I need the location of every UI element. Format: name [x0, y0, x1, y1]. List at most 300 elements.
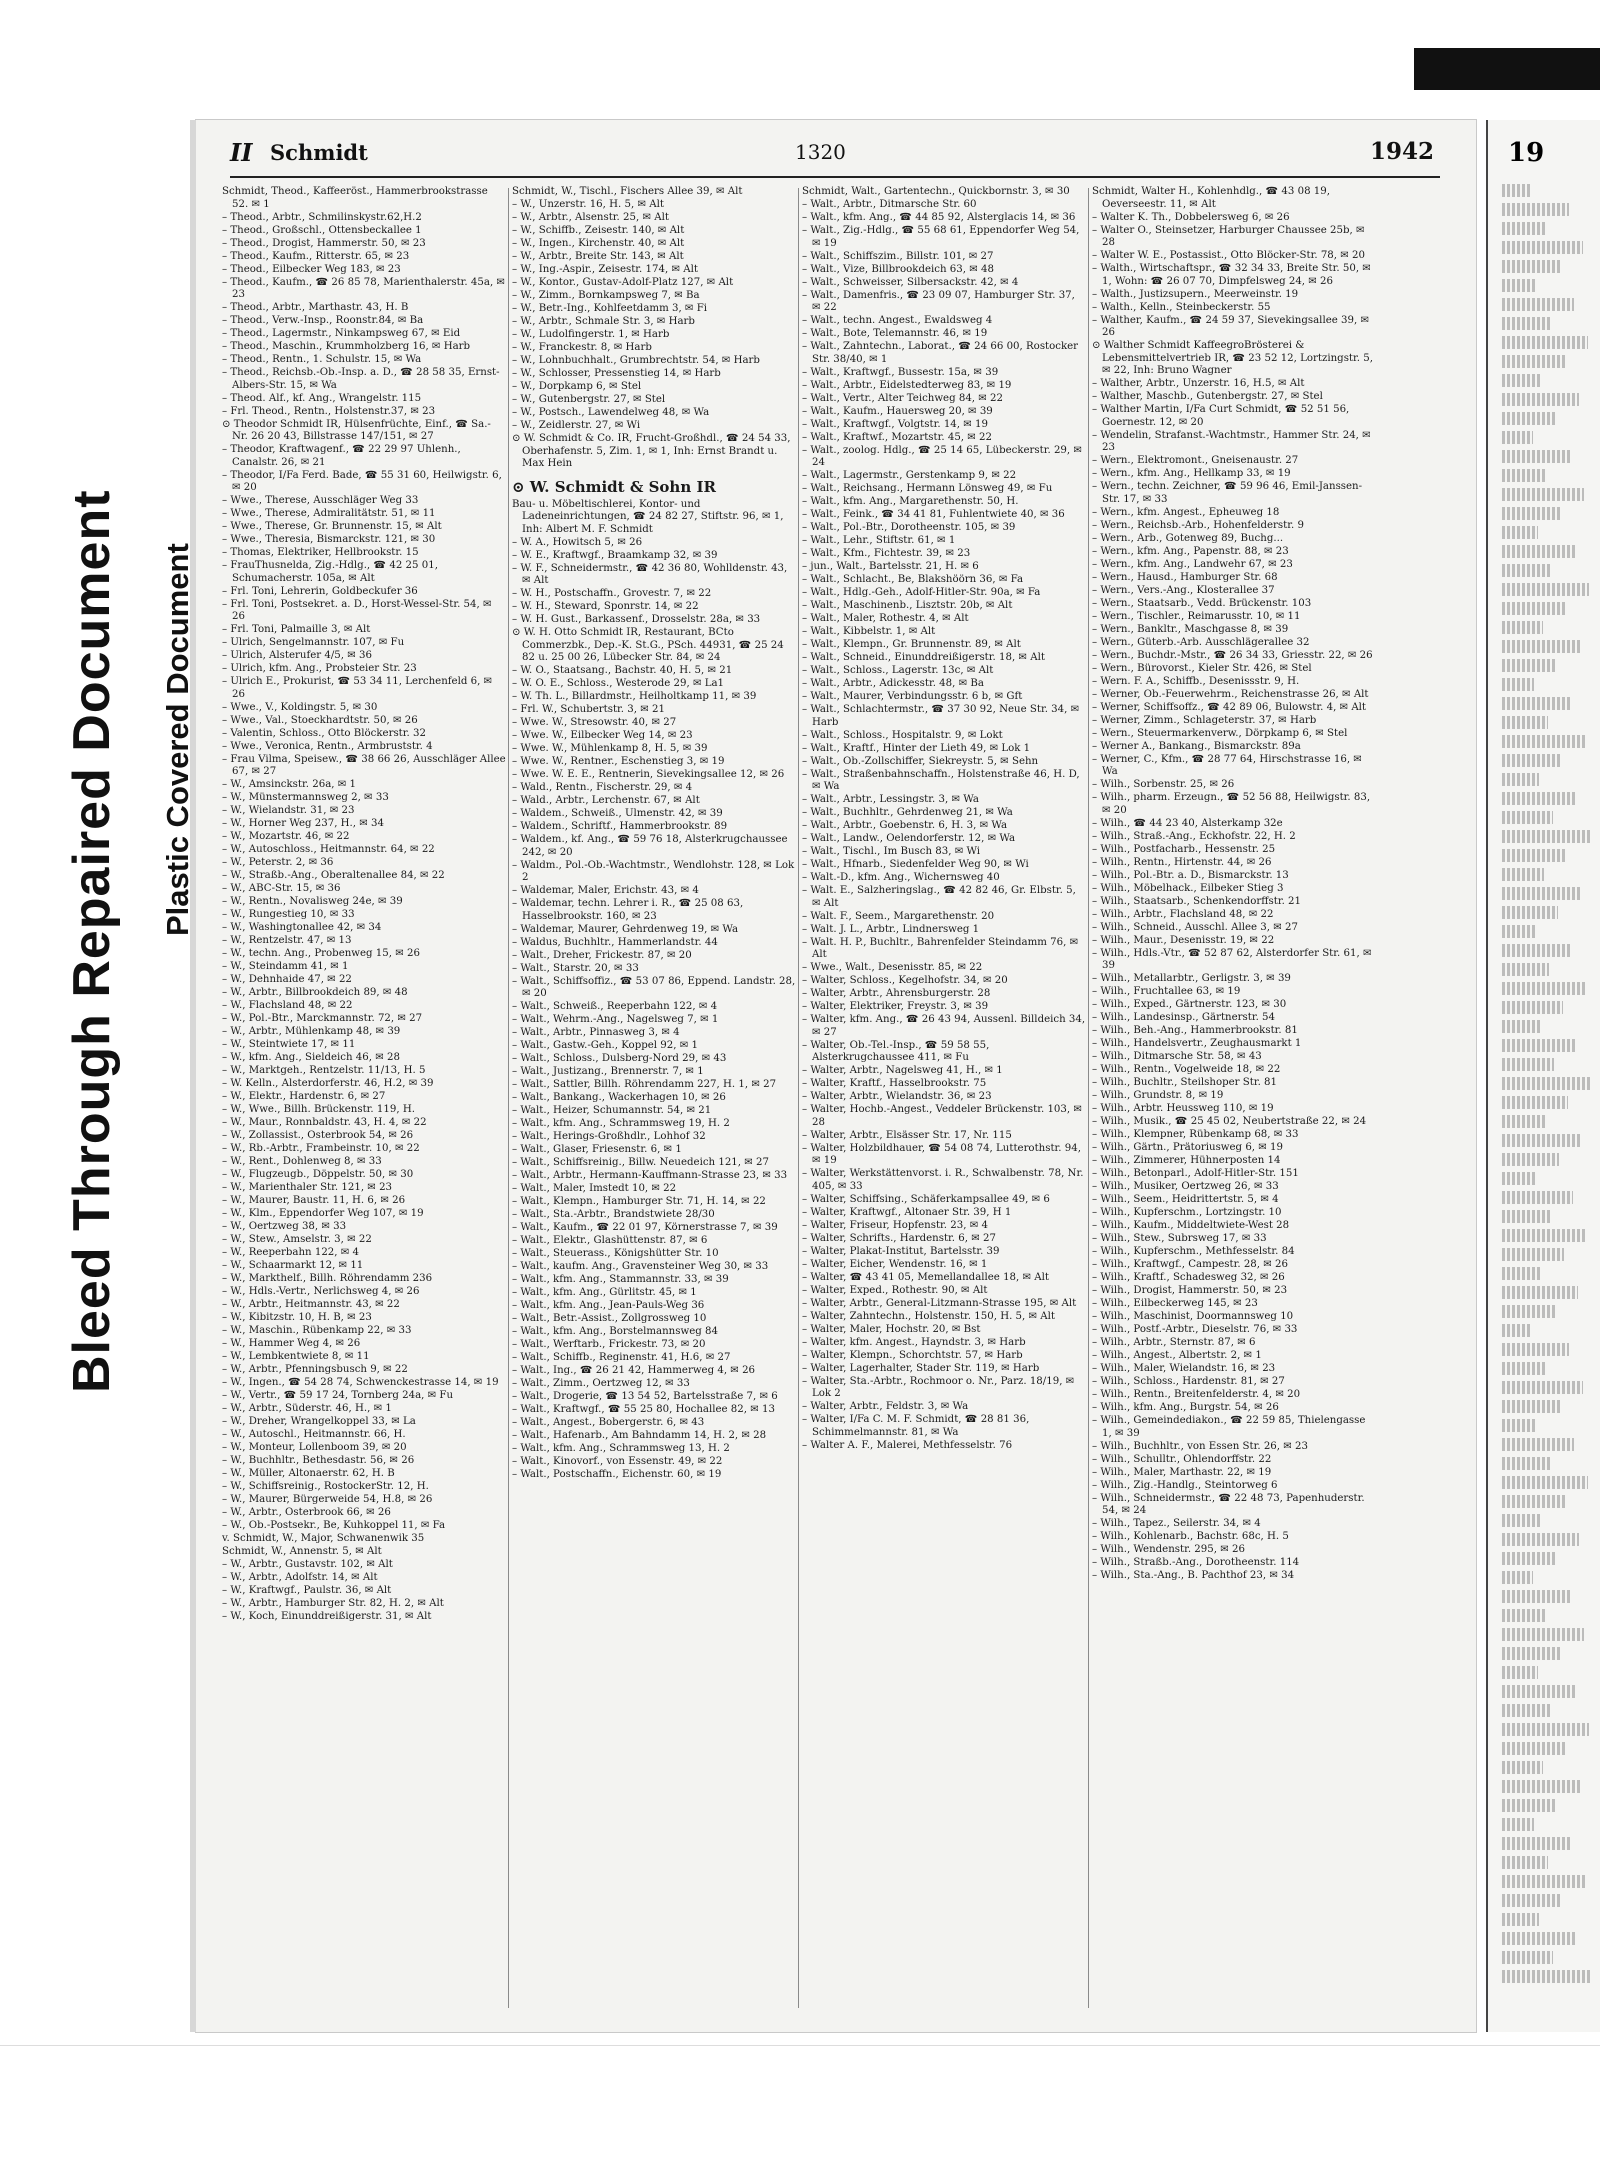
- directory-entry: – W., Wwe., Billh. Brückenstr. 119, H.: [222, 1104, 415, 1115]
- adjacent-text-line: [1502, 298, 1574, 311]
- directory-entry: – Wilh., Rentn., Vogelweide 18, ✉ 22: [1092, 1064, 1281, 1075]
- directory-entry: – Wwe., Theresia, Bismarckstr. 121, ✉ 30: [222, 534, 436, 545]
- directory-entry: – Walt., kfm. Ang., Margarethenstr. 50, H.: [802, 496, 1019, 507]
- directory-entry: – W., Stew., Amselstr. 3, ✉ 22: [222, 1234, 372, 1245]
- directory-entry: – Walt., Maurer, Verbindungsstr. 6 b, ✉ Gft: [802, 691, 1023, 702]
- directory-entry: – W., Ingen., Kirchenstr. 40, ✉ Alt: [512, 238, 685, 249]
- adjacent-text-line: [1502, 1761, 1543, 1774]
- directory-entry: – Walter, Schrifts., Hardenstr. 6, ✉ 27: [802, 1232, 996, 1244]
- directory-entry: – Wilh., Musik., ☎ 25 45 02, Neubertstraße 22, ✉ 24: [1092, 1116, 1367, 1127]
- directory-entry: – W., Arbtr., Pfenningsbusch 9, ✉ 22: [222, 1364, 408, 1375]
- directory-entry: – Wilh., Straßb.-Ang., Dorotheenstr. 114: [1092, 1557, 1300, 1568]
- adjacent-text-line: [1502, 792, 1576, 805]
- directory-entry: – Walt. H. P., Buchltr., Bahrenfelder Steindamm 76, ✉ Alt: [802, 936, 1079, 960]
- adjacent-text-line: [1502, 1419, 1537, 1432]
- directory-entry: – Wilh., Hdls.-Vtr., ☎ 52 87 62, Alsterdorfer Str. 61, ✉ 39: [1092, 947, 1372, 971]
- directory-entry: – W., Arbtr., Heitmannstr. 43, ✉ 22: [222, 1299, 400, 1310]
- adjacent-text-line: [1502, 545, 1575, 558]
- adjacent-text-line: [1502, 1191, 1573, 1204]
- directory-entry: – Wwe., Therese, Gr. Brunnenstr. 15, ✉ Alt: [222, 521, 442, 532]
- directory-entry: – Theod., Lagermstr., Ninkampsweg 67, ✉ Eid: [222, 328, 461, 339]
- directory-entry: – Walt., Tischl., Im Busch 83, ✉ Wi: [802, 846, 981, 857]
- directory-entry: – Wilh., Seem., Heidrittertstr. 5, ✉ 4: [1092, 1194, 1279, 1205]
- directory-entry: – Werner, Schiffsoffz., ☎ 42 89 06, Bulowstr. 4, ✉ Alt: [1092, 701, 1367, 713]
- directory-entry: – Frl. W., Schubertstr. 3, ✉ 21: [512, 704, 665, 715]
- directory-entry: – Walt., kfm. Ang., Schrammsweg 19, H. 2: [512, 1118, 730, 1129]
- adjacent-text-line: [1502, 1248, 1564, 1261]
- directory-entry: – Wern., kfm. Ang., Landwehr 67, ✉ 23: [1092, 558, 1293, 570]
- adjacent-text-line: [1502, 431, 1533, 444]
- directory-entry: – W., Kontor., Gustav-Adolf-Platz 127, ✉ Alt: [512, 277, 734, 288]
- directory-entry: – Frau Vilma, Speisew., ☎ 38 66 26, Ausschläger Allee 67, ✉ 27: [222, 753, 506, 777]
- directory-entry: – Wilh., Buchltr., Steilshoper Str. 81: [1092, 1077, 1278, 1088]
- directory-entry: – W., Autoschl., Heitmannstr. 66, H.: [222, 1429, 406, 1440]
- directory-entry: – Walter, Schiffsing., Schäferkampsallee 49, ✉ 6: [802, 1193, 1050, 1205]
- directory-entry: – Waldm., Pol.-Ob.-Wachtmstr., Wendlohstr. 128, ✉ Lok 2: [512, 859, 795, 883]
- scan-side-strip: [0, 48, 210, 2045]
- directory-entry: – W. O. E., Schloss., Westerode 29, ✉ La1: [512, 678, 725, 689]
- directory-entry: – Walt., Heizer, Schumannstr. 54, ✉ 21: [512, 1105, 712, 1116]
- directory-entry: – Walt., Arbtr., Hermann-Kauffmann-Strasse 23, ✉ 33: [512, 1170, 788, 1181]
- directory-entry: – Wilh., Maschinist, Doormannsweg 10: [1092, 1311, 1294, 1322]
- directory-entry: – Walt., Landw., Oelendorferstr. 12, ✉ Wa: [802, 833, 1016, 844]
- directory-entry: – Walt., Justizang., Brennerstr. 7, ✉ 1: [512, 1066, 704, 1077]
- bottom-margin: [0, 2045, 1600, 2178]
- directory-entry: – W., Reeperbahn 122, ✉ 4: [222, 1247, 360, 1258]
- directory-entry: – Wern. F. A., Schiffb., Desenissstr. 9, H.: [1092, 675, 1300, 687]
- adjacent-text-line: [1502, 1438, 1574, 1451]
- adjacent-text-line: [1502, 640, 1580, 653]
- adjacent-text-line: [1502, 1818, 1534, 1831]
- directory-entry: – Wilh., Zig.-Handlg., Steintorweg 6: [1092, 1479, 1278, 1491]
- directory-entry: – Theod., Kaufm., Ritterstr. 65, ✉ 23: [222, 250, 410, 262]
- directory-entry: – W., Horner Weg 237, H., ✉ 34: [222, 818, 385, 829]
- directory-entry: – Walt., Reichsang., Hermann Lönsweg 49, ✉ Fu: [802, 483, 1053, 494]
- adjacent-text-line: [1502, 184, 1532, 197]
- adjacent-text-line: [1502, 1780, 1580, 1793]
- adjacent-text-line: [1502, 754, 1562, 767]
- directory-entry: – Waldemar, Maurer, Gehrdenweg 19, ✉ Wa: [512, 923, 739, 935]
- directory-entry: – Walt., Straßenbahnschaffn., Holstenstraße 46, H. D, ✉ Wa: [802, 768, 1080, 792]
- adjacent-page-number: 19: [1508, 138, 1545, 168]
- directory-entry: – Walt., Hfnarb., Siedenfelder Weg 90, ✉ Wi: [802, 859, 1029, 870]
- directory-entry: – Wilh., Angest., Albertstr. 2, ✉ 1: [1092, 1350, 1262, 1361]
- directory-entry: – Wern., kfm. Ang., Papenstr. 88, ✉ 23: [1092, 545, 1289, 557]
- adjacent-text-line: [1502, 1305, 1555, 1318]
- directory-entry: ⊙ Walther Schmidt KaffeegroBrösterei & Lebensmittelvertrieb IR, ☎ 23 52 12, Lortzingstr. 5, ✉ 22, Inh: Bruno Wagner: [1092, 340, 1373, 376]
- directory-entry: – W., Zeidlerstr. 27, ✉ Wi: [512, 420, 641, 431]
- directory-entry: – Walter, Arbtr., General-Litzmann-Strasse 195, ✉ Alt: [802, 1297, 1077, 1309]
- directory-entry: – Walt., kfm. Ang., ☎ 44 85 92, Alsterglacis 14, ✉ 36: [802, 212, 1076, 223]
- directory-entry: – Walt., Kinovorf., von Essenstr. 49, ✉ 22: [512, 1456, 723, 1467]
- directory-entry: – Wilh., Gärtn., Prätoriusweg 6, ✉ 19: [1092, 1142, 1284, 1153]
- directory-entry: – Wilh., Zimmerer, Hühnerposten 14: [1092, 1155, 1281, 1166]
- directory-entry: – W., Oertzweg 38, ✉ 33: [222, 1221, 347, 1232]
- directory-entry: – Theod., Großschl., Ottensbeckallee 1: [222, 224, 422, 236]
- directory-entry: – Wilh., Möbelhack., Eilbeker Stieg 3: [1092, 882, 1284, 894]
- directory-entry: – Walter, Werkstättenvorst. i. R., Schwalbenstr. 78, Nr. 405, ✉ 33: [802, 1168, 1084, 1192]
- directory-entry: – W., Rent., Dohlenweg 8, ✉ 33: [222, 1156, 382, 1167]
- directory-entry: – W., Maurer, Bürgerweide 54, H.8, ✉ 26: [222, 1494, 433, 1505]
- directory-entry: – Wwe., Walt., Desenisstr. 85, ✉ 22: [802, 962, 983, 973]
- directory-entry: – W., Hammer Weg 4, ✉ 26: [222, 1338, 361, 1349]
- directory-entry: – Walt., Schiffszim., Billstr. 101, ✉ 27: [802, 250, 994, 262]
- directory-entry: – Waldem., kf. Ang., ☎ 59 76 18, Alsterkrugchaussee 242, ✉ 20: [512, 834, 788, 858]
- directory-entry: – Walt., Arbtr., Pinnasweg 3, ✉ 4: [512, 1027, 680, 1038]
- column-rule: [1088, 188, 1089, 2008]
- directory-entry: – Walt., Werftarb., Frickestr. 73, ✉ 20: [512, 1339, 706, 1350]
- directory-entry: – Walter, Holzbildhauer, ☎ 54 08 74, Lutterothstr. 94, ✉ 19: [802, 1142, 1081, 1166]
- directory-entry: – Wilh., Arbtr., Flachsland 48, ✉ 22: [1092, 908, 1274, 920]
- directory-entry: – Wilh., pharm. Erzeugn., ☎ 52 56 88, Heilwigstr. 83, ✉ 20: [1092, 792, 1371, 816]
- directory-entry: – Walt., Arbtr., Lessingstr. 3, ✉ Wa: [802, 794, 979, 805]
- directory-entry: – Walt. E., Salzheringslag., ☎ 42 82 46, Gr. Elbstr. 5, ✉ Alt: [802, 885, 1076, 909]
- directory-entry: – Wendelin, Strafanst.-Wachtmstr., Hammer Str. 24, ✉ 23: [1092, 429, 1371, 453]
- adjacent-text-line: [1502, 317, 1551, 330]
- directory-entry: – Walt., Starstr. 20, ✉ 33: [512, 962, 639, 974]
- directory-entry: – W., Arbtr., Süderstr. 46, H., ✉ 1: [222, 1403, 392, 1414]
- directory-entry: – W. E., Kraftwgf., Braamkamp 32, ✉ 39: [512, 549, 718, 561]
- adjacent-text-line: [1502, 906, 1558, 919]
- directory-entry: – Walter, kfm. Angest., Hayndstr. 3, ✉ Harb: [802, 1336, 1026, 1348]
- directory-entry: – Walt., kfm. Ang., Stammannstr. 33, ✉ 39: [512, 1274, 729, 1285]
- directory-entry: – W., Rungestieg 10, ✉ 33: [222, 909, 355, 920]
- directory-entry: – W., Postsch., Lawendelweg 48, ✉ Wa: [512, 407, 710, 418]
- directory-entry: – W., techn. Ang., Probenweg 15, ✉ 26: [222, 948, 420, 959]
- bleed-through-label: Bleed Through Repaired Document: [63, 489, 121, 1393]
- directory-entry: – Walt., Kraftwgf., Bussestr. 15a, ✉ 39: [802, 366, 999, 378]
- adjacent-text-line: [1502, 1381, 1583, 1394]
- directory-entry: – Wilh., Schulltr., Ohlendorffstr. 22: [1092, 1453, 1272, 1465]
- directory-entry: – W. F., Schneidermstr., ☎ 42 36 80, Wohlldenstr. 43, ✉ Alt: [512, 562, 788, 586]
- directory-entry: – Walter, Kraftf., Hasselbrookstr. 75: [802, 1078, 987, 1089]
- directory-entry: – W., Vertr., ☎ 59 17 24, Tornberg 24a, ✉ Fu: [222, 1390, 454, 1401]
- directory-entry: – Wern., Hausd., Hamburger Str. 68: [1092, 571, 1278, 583]
- directory-entry: – Walter W. E., Postassist., Otto Blöcker-Str. 78, ✉ 20: [1092, 250, 1366, 261]
- directory-entry: – W. Kelln., Alsterdorferstr. 46, H.2, ✉ 39: [222, 1078, 434, 1089]
- directory-entry: – W., Rb.-Arbtr., Frambeinstr. 10, ✉ 22: [222, 1143, 420, 1154]
- adjacent-text-line: [1502, 1495, 1565, 1508]
- directory-entry: – Wilh., Rentn., Breitenfelderstr. 4, ✉ 20: [1092, 1389, 1301, 1400]
- adjacent-text-line: [1502, 1286, 1578, 1299]
- directory-entry: – Walt., Klempn., Gr. Brunnenstr. 89, ✉ Alt: [802, 639, 1021, 650]
- directory-entry: – Walt., Kaufm., Hauersweg 20, ✉ 39: [802, 405, 993, 417]
- scan-edge-tab: [1414, 48, 1600, 90]
- directory-entry: – W., Monteur, Lollenboom 39, ✉ 20: [222, 1442, 407, 1453]
- directory-entry: – Wilh., Kraftf., Schadesweg 32, ✉ 26: [1092, 1272, 1285, 1283]
- adjacent-text-line: [1502, 1856, 1548, 1869]
- directory-entry: – Werner, Ob.-Feuerwehrm., Reichenstrasse 26, ✉ Alt: [1092, 688, 1369, 700]
- directory-year: 1942: [1369, 138, 1434, 165]
- directory-entry: – Wilh., Eilbeckerweg 145, ✉ 23: [1092, 1298, 1258, 1309]
- adjacent-page-edge: [1486, 120, 1600, 2032]
- adjacent-page-lines: [1502, 184, 1600, 1989]
- directory-entry: – Walt., Kaufm., ☎ 22 01 97, Körnerstrasse 7, ✉ 39: [512, 1222, 778, 1233]
- directory-entry: – Walt., Kraftwgf., ☎ 55 25 80, Hochallee 82, ✉ 13: [512, 1404, 775, 1415]
- adjacent-text-line: [1502, 963, 1549, 976]
- directory-entry: Schmidt, Theod., Kaffeeröst., Hammerbrookstrasse 52. ✉ 1: [222, 186, 488, 210]
- directory-entry: – Thomas, Elektriker, Hellbrookstr. 15: [222, 547, 419, 558]
- directory-entry: – W., Müller, Altonaerstr. 62, H. B: [222, 1468, 395, 1479]
- directory-entry: – Wilh., Handelsvertr., Zeughausmarkt 1: [1092, 1038, 1302, 1049]
- directory-entry: – Theod., Kaufm., ☎ 26 85 78, Marienthalerstr. 45a, ✉ 23: [222, 276, 505, 300]
- directory-entry: – Walt., Maschinenb., Lisztstr. 20b, ✉ Alt: [802, 600, 1013, 611]
- directory-entry: – Wilh., Kaufm., Middeltwiete-West 28: [1092, 1220, 1290, 1231]
- directory-entry: – W., Marienthaler Str. 121, ✉ 23: [222, 1182, 393, 1193]
- adjacent-text-line: [1502, 1153, 1559, 1166]
- top-margin: [0, 0, 1600, 48]
- adjacent-text-line: [1502, 1666, 1538, 1679]
- directory-entry: – Walt., Steuerass., Königshütter Str. 10: [512, 1248, 719, 1259]
- adjacent-text-line: [1502, 1457, 1551, 1470]
- directory-entry: ⊙ W. Schmidt & Co. IR, Frucht-Großhdl., ☎ 24 54 33, Oberhafenstr. 5, Zim. 1, ✉ 1, Inh: Ernst Brandt u. Max Hein: [512, 433, 791, 469]
- directory-entry: – Walt., Klempn., Hamburger Str. 71, H. 14, ✉ 22: [512, 1196, 766, 1207]
- directory-entry: – Walt., kfm. Ang., Gürlitstr. 45, ✉ 1: [512, 1287, 697, 1298]
- directory-entry: – W., Steindamm 41, ✉ 1: [222, 961, 349, 972]
- directory-entry: – Walt., Arbtr., Ditmarsche Str. 60: [802, 199, 977, 210]
- directory-entry: – W., Lembkentwiete 8, ✉ 11: [222, 1351, 370, 1362]
- directory-entry: – Waldemar, techn. Lehrer i. R., ☎ 25 08 63, Hasselbrookstr. 160, ✉ 23: [512, 898, 744, 922]
- directory-entry: – Wilh., ☎ 44 23 40, Alsterkamp 32e: [1092, 817, 1283, 829]
- directory-entry: – Walt., kfm. Ang., Schrammsweg 13, H. 2: [512, 1443, 730, 1454]
- directory-entry: – Wilh., Kupferschm., Methfesselstr. 84: [1092, 1246, 1295, 1257]
- directory-entry: – Walter, Hochb.-Angest., Veddeler Brückenstr. 103, ✉ 28: [802, 1104, 1082, 1128]
- directory-entry: – Theodor, Kraftwagenf., ☎ 22 29 97 Uhlenh., Canalstr. 26, ✉ 21: [222, 444, 461, 468]
- directory-entry: – Walt., Ing., ☎ 26 21 42, Hammerweg 4, ✉ 26: [512, 1365, 756, 1376]
- adjacent-text-line: [1502, 203, 1569, 216]
- directory-entry: ⊙ W. H. Otto Schmidt IR, Restaurant, BCto Commerzbk., Dep.-K. St.G., PSch. 44931, ☎ 25 24 82 u. 25 00 26, Lübecker Str. 84, ✉ 24: [512, 627, 784, 663]
- directory-entry: – Wilh., Betonparl., Adolf-Hitler-Str. 151: [1092, 1168, 1299, 1179]
- directory-entry: – Walt., techn. Angest., Ewaldsweg 4: [802, 315, 993, 326]
- directory-entry: – W., Zimm., Bornkampsweg 7, ✉ Ba: [512, 290, 700, 301]
- directory-entry: – Wern., Güterb.-Arb. Ausschlägerallee 32: [1092, 636, 1310, 648]
- adjacent-text-line: [1502, 1039, 1577, 1052]
- directory-entry: – Wilh., Maler, Marthastr. 22, ✉ 19: [1092, 1466, 1272, 1478]
- directory-page: [196, 120, 1476, 2032]
- adjacent-text-line: [1502, 1590, 1570, 1603]
- directory-entry: – Wern., Vers.-Ang., Klosterallee 37: [1092, 584, 1275, 596]
- adjacent-text-line: [1502, 1020, 1540, 1033]
- adjacent-text-line: [1502, 1058, 1554, 1071]
- directory-entry: – Walt. J. L., Arbtr., Lindnersweg 1: [802, 923, 980, 935]
- directory-entry: – Frl. Toni, Palmaille 3, ✉ Alt: [222, 624, 371, 635]
- adjacent-text-line: [1502, 1476, 1588, 1489]
- directory-entry: – W., Elektr., Hardenstr. 6, ✉ 27: [222, 1091, 386, 1102]
- directory-entry: – W., Arbtr., Adolfstr. 14, ✉ Alt: [222, 1572, 378, 1583]
- directory-entry: – Wilh., Tapez., Seilerstr. 34, ✉ 4: [1092, 1518, 1261, 1529]
- directory-entry: – Wern., Reichsb.-Arb., Hohenfelderstr. 9: [1092, 519, 1304, 531]
- directory-entry: – Walt., Schloss., Dulsberg-Nord 29, ✉ 43: [512, 1053, 727, 1064]
- directory-entry: – Walter, Arbtr., Ahrensburgerstr. 28: [802, 988, 991, 999]
- adjacent-text-line: [1502, 868, 1544, 881]
- directory-entry: – Walt., Maler, Rothestr. 4, ✉ Alt: [802, 613, 969, 624]
- directory-entry: – Walt., Schweisser, Silbersackstr. 42, ✉ 4: [802, 276, 1019, 288]
- directory-entry: – Walt., Buchhltr., Gehrdenweg 21, ✉ Wa: [802, 807, 1013, 818]
- directory-entry: – Wwe., V., Koldingstr. 5, ✉ 30: [222, 701, 378, 713]
- directory-entry: – Walt., kaufm. Ang., Gravensteiner Weg 30, ✉ 33: [512, 1261, 769, 1272]
- adjacent-text-line: [1502, 716, 1548, 729]
- directory-entry: – W., Arbtr., Gustavstr. 102, ✉ Alt: [222, 1559, 393, 1570]
- directory-entry: – Walt., Arbtr., Goebenstr. 6, H. 3, ✉ Wa: [802, 820, 1008, 831]
- directory-entry: – W., Mozartstr. 46, ✉ 22: [222, 831, 350, 842]
- adjacent-text-line: [1502, 1932, 1576, 1945]
- directory-entry: – Walter, ☎ 43 41 05, Memellandallee 18, ✉ Alt: [802, 1271, 1049, 1283]
- directory-entry: – Wilh., Rentn., Hirtenstr. 44, ✉ 26: [1092, 856, 1272, 868]
- directory-entry: – Wern., Bürovorst., Kieler Str. 426, ✉ Stel: [1092, 662, 1312, 674]
- adjacent-text-line: [1502, 1343, 1569, 1356]
- directory-entry: – W., Schiffb., Zeisestr. 140, ✉ Alt: [512, 225, 685, 236]
- adjacent-text-line: [1502, 1229, 1587, 1242]
- directory-entry: – Frl. Theod., Rentn., Holstenstr.37, ✉ 23: [222, 405, 436, 417]
- directory-entry: – Ulrich, Alsterufer 4/5, ✉ 36: [222, 650, 372, 661]
- directory-entry: Bau- u. Möbeltischlerei, Kontor- und Ladeneinrichtungen, ☎ 24 82 27, Stiftstr. 96, ✉ 1, Inh: Albert M. F. Schmidt: [512, 498, 784, 535]
- directory-entry: – Wilh., Maur., Desenisstr. 19, ✉ 22: [1092, 934, 1275, 946]
- adjacent-text-line: [1502, 222, 1546, 235]
- directory-entry: – Wern., Steuermarkenverw., Dörpkamp 6, ✉ Stel: [1092, 727, 1348, 739]
- directory-entry: – Walter, Ob.-Tel.-Insp., ☎ 59 58 55, Alsterkrugchaussee 411, ✉ Fu: [802, 1039, 990, 1063]
- directory-entry: – Wern., Elektromont., Gneisenaustr. 27: [1092, 455, 1299, 466]
- adjacent-text-line: [1502, 526, 1538, 539]
- directory-entry: – W., Marktgeh., Rentzelstr. 11/13, H. 5: [222, 1065, 426, 1076]
- directory-entry: – Walt., Arbtr., Adickesstr. 48, ✉ Ba: [802, 678, 984, 689]
- column-rule: [508, 188, 509, 2008]
- adjacent-text-line: [1502, 678, 1534, 691]
- adjacent-text-line: [1502, 811, 1553, 824]
- directory-entry: – Wwe. W., Mühlenkamp 8, H. 5, ✉ 39: [512, 743, 708, 754]
- adjacent-text-line: [1502, 1210, 1550, 1223]
- directory-entry: – Walt., Schiffsreinig., Billw. Neuedeich 121, ✉ 27: [512, 1157, 769, 1168]
- directory-entry: – Walt., Ob.-Zollschiffer, Siekreystr. 5, ✉ Sehn: [802, 755, 1039, 767]
- adjacent-text-line: [1502, 1609, 1547, 1622]
- adjacent-text-line: [1502, 1571, 1533, 1584]
- directory-entry: – W., Klm., Eppendorfer Weg 107, ✉ 19: [222, 1208, 424, 1219]
- directory-entry: – Theod., Rentn., 1. Schulstr. 15, ✉ Wa: [222, 354, 422, 365]
- adjacent-text-line: [1502, 336, 1588, 349]
- directory-entry: – Walt., Sattler, Billh. Röhrendamm 227, H. 1, ✉ 27: [512, 1079, 777, 1090]
- directory-entry: – Walt., Sta.-Arbtr., Brandstwiete 28/30: [512, 1209, 715, 1220]
- directory-entry: – Wilh., Grundstr. 8, ✉ 19: [1092, 1090, 1224, 1101]
- adjacent-text-line: [1502, 450, 1570, 463]
- directory-entry: – W., Wielandstr. 31, ✉ 23: [222, 805, 355, 816]
- directory-entry: – W., Rentzelstr. 47, ✉ 13: [222, 935, 352, 946]
- adjacent-text-line: [1502, 602, 1566, 615]
- adjacent-text-line: [1502, 1134, 1582, 1147]
- directory-entry: – W., Gutenbergstr. 27, ✉ Stel: [512, 394, 666, 405]
- directory-entry: – Walter, Arbtr., Wielandstr. 36, ✉ 23: [802, 1091, 992, 1102]
- directory-entry: – Walt., Vertr., Alter Teichweg 84, ✉ 22: [802, 392, 1004, 404]
- directory-entry: – Wilh., Kraftwgf., Campestr. 28, ✉ 26: [1092, 1259, 1289, 1270]
- directory-entry: – Walther, Kaufm., ☎ 24 59 37, Sievekingsallee 39, ✉ 26: [1092, 314, 1369, 338]
- directory-entry: – Wald., Arbtr., Lerchenstr. 67, ✉ Alt: [512, 795, 700, 806]
- page-number: 1320: [795, 140, 846, 164]
- adjacent-text-line: [1502, 564, 1552, 577]
- directory-entry: – Werner A., Bankang., Bismarckstr. 89a: [1092, 740, 1301, 752]
- directory-entry: – Wwe., Therese, Ausschläger Weg 33: [222, 495, 419, 506]
- directory-entry: – Valentin, Schloss., Otto Blöckerstr. 32: [222, 727, 426, 739]
- directory-entry: – Walter, Arbtr., Elsässer Str. 17, Nr. 115: [802, 1129, 1012, 1141]
- adjacent-text-line: [1502, 1362, 1546, 1375]
- adjacent-text-line: [1502, 659, 1557, 672]
- adjacent-text-line: [1502, 374, 1542, 387]
- directory-entry: – Wilh., Straß.-Ang., Eckhofstr. 22, H. 2: [1092, 830, 1296, 842]
- directory-entry: – Wern., Arb., Gotenweg 89, Buchg...: [1092, 532, 1284, 544]
- directory-entry: – W., Peterstr. 2, ✉ 36: [222, 857, 334, 868]
- directory-entry: – Theod., Eilbecker Weg 183, ✉ 23: [222, 263, 401, 275]
- directory-entry: – Waldem., Schriftf., Hammerbrookstr. 89: [512, 821, 728, 832]
- directory-entry: – Wwe. W., Rentner., Eschenstieg 3, ✉ 19: [512, 756, 725, 767]
- directory-entry: – W., Straßb.-Ang., Oberaltenallee 84, ✉ 22: [222, 870, 445, 881]
- directory-entry: – Walter, Arbtr., Nagelsweg 41, H., ✉ 1: [802, 1065, 1003, 1076]
- adjacent-text-line: [1502, 944, 1572, 957]
- adjacent-text-line: [1502, 507, 1561, 520]
- directory-entry: – Walth., Justizsupern., Meerweinstr. 19: [1092, 288, 1299, 300]
- directory-entry: – W., Washingtonallee 42, ✉ 34: [222, 922, 382, 933]
- directory-entry: – Walt., Zig.-Hdlg., ☎ 55 68 61, Eppendorfer Weg 54, ✉ 19: [802, 225, 1080, 249]
- directory-entry: – Walt., Schloss., Lagerstr. 13c, ✉ Alt: [802, 665, 994, 676]
- adjacent-text-line: [1502, 1115, 1545, 1128]
- directory-entry: – Wilh., Buchhltr., von Essen Str. 26, ✉ 23: [1092, 1440, 1308, 1452]
- plastic-covered-label: Plastic Covered Document: [160, 543, 195, 936]
- adjacent-text-line: [1502, 1685, 1575, 1698]
- adjacent-text-line: [1502, 1647, 1561, 1660]
- directory-entry: – Walt., Angest., Bobergerstr. 6, ✉ 43: [512, 1417, 705, 1428]
- adjacent-text-line: [1502, 355, 1565, 368]
- directory-entry: – W., Kraftwgf., Paulstr. 36, ✉ Alt: [222, 1585, 392, 1596]
- directory-entry: – W., Maurer, Baustr. 11, H. 6, ✉ 26: [222, 1195, 406, 1206]
- directory-entry: ⊙ Theodor Schmidt IR, Hülsenfrüchte, Einf., ☎ Sa.-Nr. 26 20 43, Billstrasse 147/151, ✉ 27: [222, 418, 491, 442]
- adjacent-text-line: [1502, 1552, 1556, 1565]
- directory-entry: – Walt., Pol.-Btr., Dorotheenstr. 105, ✉ 39: [802, 522, 1016, 533]
- directory-entry: – W., Arbtr., Hamburger Str. 82, H. 2, ✉ Alt: [222, 1598, 444, 1609]
- adjacent-text-line: [1502, 1704, 1552, 1717]
- directory-entry: – W., Kibitzstr. 10, H. B, ✉ 23: [222, 1312, 372, 1323]
- directory-entry: – Wern., techn. Zeichner, ☎ 59 96 46, Emil-Janssen-Str. 17, ✉ 33: [1092, 481, 1363, 505]
- directory-entry: – Walt.-D., kfm. Ang., Wichernsweg 40: [802, 872, 1000, 883]
- directory-entry: – Wilh., Pol.-Btr. a. D., Bismarckstr. 13: [1092, 869, 1289, 881]
- directory-entry: – Waldus, Buchhltr., Hammerlandstr. 44: [512, 936, 718, 948]
- adjacent-text-line: [1502, 260, 1560, 273]
- directory-entry: – Walt., kfm. Ang., Jean-Pauls-Weg 36: [512, 1300, 705, 1311]
- adjacent-text-line: [1502, 925, 1535, 938]
- directory-entry: – W., Arbtr., Alsenstr. 25, ✉ Alt: [512, 212, 669, 223]
- directory-entry: – Wilh., Kohlenarb., Bachstr. 68c, H. 5: [1092, 1531, 1289, 1542]
- directory-entry: – Walt., Kraftwgf., Volgtstr. 14, ✉ 19: [802, 418, 988, 430]
- adjacent-text-line: [1502, 393, 1579, 406]
- directory-entry: – Wilh., Sorbenstr. 25, ✉ 26: [1092, 779, 1235, 790]
- adjacent-text-line: [1502, 1970, 1590, 1983]
- directory-entry: – Walter, Sta.-Arbtr., Rochmoor o. Nr., Parz. 18/19, ✉ Lok 2: [802, 1375, 1075, 1399]
- directory-entry: – Wilh., Musiker, Oertzweg 26, ✉ 33: [1092, 1181, 1279, 1192]
- adjacent-text-line: [1502, 1837, 1571, 1850]
- directory-entry: – W., Schaarmarkt 12, ✉ 11: [222, 1260, 364, 1271]
- directory-entry: – Theod. Alf., kf. Ang., Wrangelstr. 115: [222, 392, 422, 404]
- directory-entry: – W., Maschin., Rübenkamp 22, ✉ 33: [222, 1325, 412, 1336]
- directory-entry: – Wilh., Fruchtallee 63, ✉ 19: [1092, 986, 1241, 997]
- directory-entry: – Walt., Arbtr., Eidelstedterweg 83, ✉ 19: [802, 379, 1012, 391]
- directory-entry: – Walt., Kfm., Fichtestr. 39, ✉ 23: [802, 548, 971, 559]
- directory-entry: – Walt., Drogerie, ☎ 13 54 52, Bartelsstraße 7, ✉ 6: [512, 1391, 778, 1402]
- directory-entry: – Walter, Elektriker, Freystr. 3, ✉ 39: [802, 1001, 989, 1012]
- adjacent-text-line: [1502, 697, 1571, 710]
- directory-entry: – Walther Martin, I/Fa Curt Schmidt, ☎ 52 51 56, Goernestr. 12, ✉ 20: [1092, 404, 1350, 428]
- page-header: [230, 136, 1440, 178]
- adjacent-text-line: [1502, 1077, 1591, 1090]
- directory-entry: – Werner, Zimm., Schlageterstr. 37, ✉ Harb: [1092, 714, 1317, 726]
- directory-entry: – Walther, Maschb., Gutenbergstr. 27, ✉ Stel: [1092, 391, 1323, 402]
- adjacent-text-line: [1502, 1172, 1536, 1185]
- directory-entry: – Wilh., Schneidermstr., ☎ 22 48 73, Papenhuderstr. 54, ✉ 24: [1092, 1492, 1365, 1516]
- directory-entry: – W., Hdls.-Vertr., Nerlichsweg 4, ✉ 26: [222, 1286, 420, 1297]
